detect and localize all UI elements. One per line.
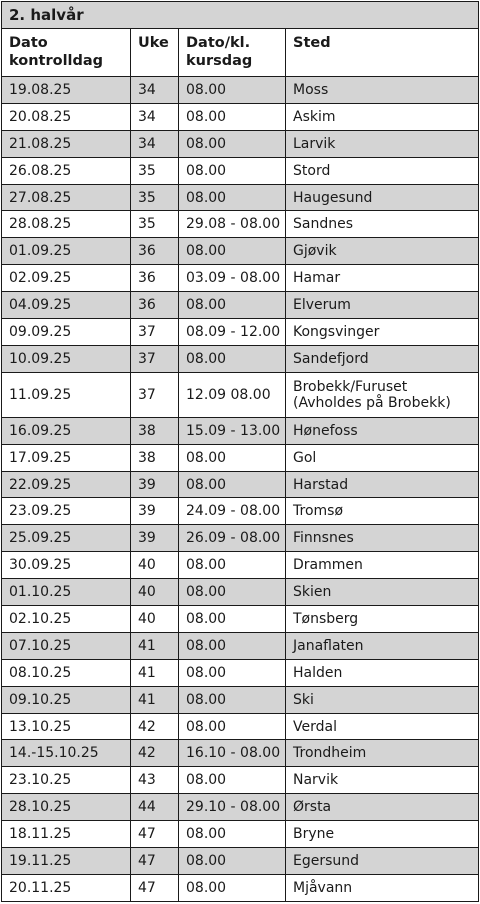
- cell-dato: 13.10.25: [2, 713, 131, 740]
- table-row: [2, 686, 479, 713]
- cell-kurs: 08.00: [179, 874, 286, 901]
- cell-kurs: 08.00: [179, 238, 286, 265]
- title-row: [2, 2, 479, 29]
- table-row: [2, 471, 479, 498]
- cell-kurs: 26.09 - 08.00: [179, 525, 286, 552]
- table-row: [2, 184, 479, 211]
- cell-kurs: 29.08 - 08.00: [179, 211, 286, 238]
- cell-uke: 43: [131, 767, 179, 794]
- cell-dato: 18.11.25: [2, 821, 131, 848]
- cell-sted: Drammen: [286, 552, 479, 579]
- table-row: [2, 319, 479, 346]
- cell-sted: Egersund: [286, 848, 479, 875]
- table-row: [2, 552, 479, 579]
- table-row: [2, 292, 479, 319]
- header-dato: [2, 29, 131, 77]
- cell-kurs: 08.00: [179, 552, 286, 579]
- cell-uke: 47: [131, 874, 179, 901]
- cell-sted: Gol: [286, 444, 479, 471]
- cell-dato: 16.09.25: [2, 417, 131, 444]
- cell-uke: 34: [131, 130, 179, 157]
- cell-kurs: 08.00: [179, 292, 286, 319]
- cell-dato: 27.08.25: [2, 184, 131, 211]
- cell-uke: 47: [131, 848, 179, 875]
- cell-sted: Finnsnes: [286, 525, 479, 552]
- cell-dato: 04.09.25: [2, 292, 131, 319]
- cell-sted: Tønsberg: [286, 606, 479, 633]
- header-uke: Uke: [131, 29, 179, 77]
- cell-kurs: 08.00: [179, 848, 286, 875]
- table-row: [2, 77, 479, 104]
- cell-dato: 09.09.25: [2, 319, 131, 346]
- cell-kurs: 29.10 - 08.00: [179, 794, 286, 821]
- header-dato-line2: kontrolldag: [9, 53, 104, 69]
- table-row: [2, 740, 479, 767]
- cell-uke: 35: [131, 184, 179, 211]
- cell-kurs: 08.00: [179, 345, 286, 372]
- cell-kurs: 12.09 08.00: [179, 372, 286, 417]
- cell-uke: 35: [131, 211, 179, 238]
- cell-kurs: 08.00: [179, 713, 286, 740]
- table-row: [2, 767, 479, 794]
- cell-uke: 35: [131, 157, 179, 184]
- cell-sted: Gjøvik: [286, 238, 479, 265]
- cell-uke: 42: [131, 713, 179, 740]
- cell-kurs: 15.09 - 13.00: [179, 417, 286, 444]
- cell-dato: 01.09.25: [2, 238, 131, 265]
- cell-kurs: 08.00: [179, 444, 286, 471]
- cell-sted: Moss: [286, 77, 479, 104]
- cell-sted: Mjåvann: [286, 874, 479, 901]
- schedule-table: [1, 1, 479, 902]
- cell-sted: Askim: [286, 103, 479, 130]
- cell-uke: 36: [131, 265, 179, 292]
- cell-dato: 20.08.25: [2, 103, 131, 130]
- cell-uke: 41: [131, 659, 179, 686]
- table-row: [2, 498, 479, 525]
- cell-sted: Halden: [286, 659, 479, 686]
- cell-dato: 19.08.25: [2, 77, 131, 104]
- cell-dato: 19.11.25: [2, 848, 131, 875]
- cell-sted-line2: (Avholdes på Brobekk): [293, 394, 451, 411]
- cell-kurs: 08.00: [179, 767, 286, 794]
- cell-uke: 34: [131, 77, 179, 104]
- cell-uke: 38: [131, 444, 179, 471]
- cell-sted: Larvik: [286, 130, 479, 157]
- cell-sted: Sandefjord: [286, 345, 479, 372]
- cell-dato: 17.09.25: [2, 444, 131, 471]
- cell-sted: Kongsvinger: [286, 319, 479, 346]
- table-row: [2, 211, 479, 238]
- cell-uke: 38: [131, 417, 179, 444]
- cell-sted: Harstad: [286, 471, 479, 498]
- cell-dato: 28.08.25: [2, 211, 131, 238]
- cell-sted: Hamar: [286, 265, 479, 292]
- cell-dato: 02.10.25: [2, 606, 131, 633]
- cell-kurs: 08.00: [179, 579, 286, 606]
- cell-sted: Ski: [286, 686, 479, 713]
- cell-sted: Skien: [286, 579, 479, 606]
- cell-sted: Tromsø: [286, 498, 479, 525]
- cell-kurs: 08.00: [179, 606, 286, 633]
- cell-sted: Narvik: [286, 767, 479, 794]
- cell-dato: 02.09.25: [2, 265, 131, 292]
- cell-sted-line1: Brobekk/Furuset: [293, 378, 408, 395]
- cell-kurs: 16.10 - 08.00: [179, 740, 286, 767]
- table-row: [2, 659, 479, 686]
- cell-sted: Ørsta: [286, 794, 479, 821]
- table-title: 2. halvår: [2, 2, 479, 29]
- cell-uke: 39: [131, 498, 179, 525]
- header-kurs: [179, 29, 286, 77]
- table-row: [2, 525, 479, 552]
- cell-uke: 37: [131, 345, 179, 372]
- table-row: [2, 794, 479, 821]
- table-row: [2, 579, 479, 606]
- table-row: [2, 238, 479, 265]
- cell-dato: 23.09.25: [2, 498, 131, 525]
- cell-uke: 37: [131, 319, 179, 346]
- cell-sted: [286, 372, 479, 417]
- cell-uke: 40: [131, 552, 179, 579]
- cell-kurs: 08.00: [179, 659, 286, 686]
- cell-dato: 01.10.25: [2, 579, 131, 606]
- table-row: [2, 103, 479, 130]
- cell-dato: 14.-15.10.25: [2, 740, 131, 767]
- cell-uke: 44: [131, 794, 179, 821]
- cell-uke: 41: [131, 632, 179, 659]
- cell-kurs: 08.00: [179, 184, 286, 211]
- cell-dato: 10.09.25: [2, 345, 131, 372]
- cell-sted: Trondheim: [286, 740, 479, 767]
- table-row: [2, 848, 479, 875]
- cell-kurs: 08.00: [179, 632, 286, 659]
- header-row: [2, 29, 479, 77]
- cell-dato: 28.10.25: [2, 794, 131, 821]
- table-row: [2, 606, 479, 633]
- cell-uke: 41: [131, 686, 179, 713]
- cell-uke: 37: [131, 372, 179, 417]
- table-row: [2, 130, 479, 157]
- table-row: [2, 713, 479, 740]
- cell-kurs: 08.00: [179, 130, 286, 157]
- header-kurs-line1: Dato/kl.: [186, 35, 251, 51]
- cell-kurs: 08.09 - 12.00: [179, 319, 286, 346]
- cell-uke: 34: [131, 103, 179, 130]
- header-sted: Sted: [286, 29, 479, 77]
- cell-sted: Sandnes: [286, 211, 479, 238]
- cell-sted: Haugesund: [286, 184, 479, 211]
- table-row: [2, 372, 479, 417]
- cell-uke: 36: [131, 238, 179, 265]
- cell-kurs: 08.00: [179, 103, 286, 130]
- cell-dato: 25.09.25: [2, 525, 131, 552]
- cell-dato: 23.10.25: [2, 767, 131, 794]
- cell-kurs: 08.00: [179, 157, 286, 184]
- table-row: [2, 632, 479, 659]
- header-dato-line1: Dato: [9, 35, 48, 51]
- cell-uke: 40: [131, 606, 179, 633]
- cell-dato: 22.09.25: [2, 471, 131, 498]
- cell-dato: 07.10.25: [2, 632, 131, 659]
- table-row: [2, 265, 479, 292]
- cell-kurs: 08.00: [179, 471, 286, 498]
- cell-dato: 08.10.25: [2, 659, 131, 686]
- cell-dato: 09.10.25: [2, 686, 131, 713]
- cell-sted: Bryne: [286, 821, 479, 848]
- cell-uke: 39: [131, 471, 179, 498]
- cell-uke: 36: [131, 292, 179, 319]
- table-row: [2, 821, 479, 848]
- cell-uke: 40: [131, 579, 179, 606]
- cell-uke: 42: [131, 740, 179, 767]
- table-row: [2, 157, 479, 184]
- cell-kurs: 08.00: [179, 77, 286, 104]
- cell-sted: Hønefoss: [286, 417, 479, 444]
- cell-dato: 26.08.25: [2, 157, 131, 184]
- cell-sted: Elverum: [286, 292, 479, 319]
- header-kurs-line2: kursdag: [186, 53, 253, 69]
- cell-kurs: 24.09 - 08.00: [179, 498, 286, 525]
- table-row: [2, 874, 479, 901]
- cell-kurs: 03.09 - 08.00: [179, 265, 286, 292]
- cell-dato: 30.09.25: [2, 552, 131, 579]
- cell-dato: 21.08.25: [2, 130, 131, 157]
- table-row: [2, 444, 479, 471]
- table-row: [2, 417, 479, 444]
- cell-dato: 11.09.25: [2, 372, 131, 417]
- table-row: [2, 345, 479, 372]
- cell-sted: Janaflaten: [286, 632, 479, 659]
- cell-sted: Verdal: [286, 713, 479, 740]
- cell-uke: 39: [131, 525, 179, 552]
- cell-sted: Stord: [286, 157, 479, 184]
- cell-kurs: 08.00: [179, 686, 286, 713]
- cell-dato: 20.11.25: [2, 874, 131, 901]
- cell-kurs: 08.00: [179, 821, 286, 848]
- cell-uke: 47: [131, 821, 179, 848]
